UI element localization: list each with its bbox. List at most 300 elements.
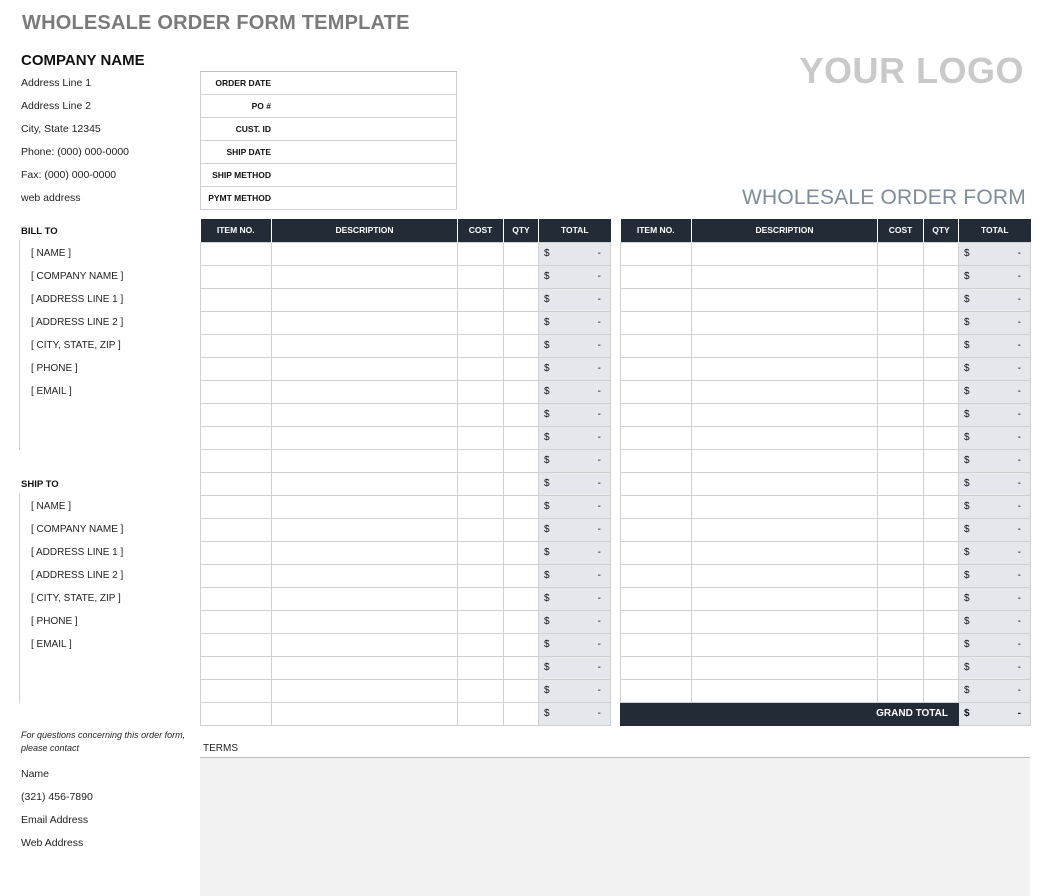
cost-cell[interactable]	[458, 656, 504, 679]
meta-row-order-date	[200, 72, 457, 95]
description-cell[interactable]	[692, 656, 878, 679]
description-cell[interactable]	[692, 242, 878, 265]
total-amount: -	[1017, 569, 1021, 581]
total-cell	[959, 449, 1031, 472]
meta-label: SHIP METHOD	[212, 170, 271, 180]
description-cell[interactable]	[272, 311, 458, 334]
item-no-cell[interactable]	[201, 541, 272, 564]
cost-cell[interactable]	[458, 357, 504, 380]
description-cell[interactable]	[692, 564, 878, 587]
currency-symbol: $	[964, 592, 970, 604]
currency-symbol: $	[964, 477, 970, 489]
total-amount: -	[597, 500, 601, 512]
description-cell[interactable]	[272, 403, 458, 426]
contact-web-address: Web Address	[21, 837, 84, 849]
qty-cell[interactable]	[504, 265, 539, 288]
cost-cell[interactable]	[458, 610, 504, 633]
cost-cell[interactable]	[878, 426, 924, 449]
meta-label: PYMT METHOD	[208, 193, 271, 203]
total-amount: -	[597, 523, 601, 535]
total-amount: -	[597, 408, 601, 420]
description-cell[interactable]	[692, 495, 878, 518]
column-header-description: DESCRIPTION	[272, 219, 458, 242]
total-amount: -	[1017, 638, 1021, 650]
total-amount: -	[597, 638, 601, 650]
currency-symbol: $	[544, 684, 550, 696]
ship-to-address-1[interactable]: [ ADDRESS LINE 1 ]	[31, 547, 124, 558]
item-no-cell[interactable]	[621, 449, 692, 472]
ship-to-divider	[19, 493, 20, 703]
total-cell	[539, 426, 611, 449]
table-row	[201, 403, 611, 426]
currency-symbol: $	[544, 707, 550, 719]
bill-to-company[interactable]: [ COMPANY NAME ]	[31, 271, 124, 282]
total-cell	[539, 679, 611, 702]
total-amount: -	[597, 247, 601, 259]
qty-cell[interactable]	[504, 242, 539, 265]
description-cell[interactable]	[272, 265, 458, 288]
qty-cell[interactable]	[924, 610, 959, 633]
total-cell	[539, 610, 611, 633]
cost-cell[interactable]	[458, 380, 504, 403]
qty-cell[interactable]	[504, 541, 539, 564]
item-no-cell[interactable]	[621, 656, 692, 679]
item-no-cell[interactable]	[201, 472, 272, 495]
cost-cell[interactable]	[458, 449, 504, 472]
cost-cell[interactable]	[458, 265, 504, 288]
total-cell	[539, 587, 611, 610]
qty-cell[interactable]	[924, 518, 959, 541]
table-row	[201, 679, 611, 702]
column-header-qty: QTY	[504, 219, 539, 242]
description-cell[interactable]	[692, 265, 878, 288]
currency-symbol: $	[964, 661, 970, 673]
qty-cell[interactable]	[924, 426, 959, 449]
qty-cell[interactable]	[924, 587, 959, 610]
total-amount: -	[1017, 500, 1021, 512]
item-no-cell[interactable]	[621, 587, 692, 610]
item-no-cell[interactable]	[201, 702, 272, 725]
table-row	[621, 288, 1031, 311]
total-cell	[959, 311, 1031, 334]
total-cell	[959, 426, 1031, 449]
currency-symbol: $	[544, 638, 550, 650]
total-amount: -	[1017, 684, 1021, 696]
qty-cell[interactable]	[504, 449, 539, 472]
order-meta-table	[200, 71, 457, 210]
qty-cell[interactable]	[504, 518, 539, 541]
table-row	[201, 449, 611, 472]
table-row	[201, 265, 611, 288]
item-no-cell[interactable]	[201, 449, 272, 472]
table-row	[621, 357, 1031, 380]
description-cell[interactable]	[692, 679, 878, 702]
item-no-cell[interactable]	[621, 357, 692, 380]
company-city-state: City, State 12345	[21, 123, 101, 135]
cost-cell[interactable]	[878, 633, 924, 656]
cost-cell[interactable]	[458, 587, 504, 610]
total-cell	[959, 334, 1031, 357]
description-cell[interactable]	[272, 679, 458, 702]
company-address-line-1: Address Line 1	[21, 77, 92, 89]
total-amount: -	[1017, 270, 1021, 282]
item-no-cell[interactable]	[621, 541, 692, 564]
item-no-cell[interactable]	[201, 656, 272, 679]
ship-to-email[interactable]: [ EMAIL ]	[31, 639, 72, 650]
cost-cell[interactable]	[458, 242, 504, 265]
table-row	[201, 610, 611, 633]
cost-cell[interactable]	[878, 288, 924, 311]
bill-to-address-1[interactable]: [ ADDRESS LINE 1 ]	[31, 294, 124, 305]
description-cell[interactable]	[272, 495, 458, 518]
qty-cell[interactable]	[504, 472, 539, 495]
items-header-row	[621, 219, 1031, 242]
company-fax: Fax: (000) 000-0000	[21, 169, 117, 181]
meta-row-pymt-method	[200, 187, 457, 210]
qty-cell[interactable]	[504, 426, 539, 449]
item-no-cell[interactable]	[621, 472, 692, 495]
cost-cell[interactable]	[878, 518, 924, 541]
qty-cell[interactable]	[504, 288, 539, 311]
qty-cell[interactable]	[924, 311, 959, 334]
item-no-cell[interactable]	[621, 518, 692, 541]
table-row	[201, 426, 611, 449]
column-header-total: TOTAL	[539, 219, 611, 242]
table-row	[201, 541, 611, 564]
currency-symbol: $	[544, 546, 550, 558]
cost-cell[interactable]	[458, 564, 504, 587]
total-amount: -	[597, 454, 601, 466]
qty-cell[interactable]	[924, 242, 959, 265]
total-cell	[959, 518, 1031, 541]
item-no-cell[interactable]	[201, 403, 272, 426]
item-no-cell[interactable]	[201, 242, 272, 265]
table-row	[201, 564, 611, 587]
description-cell[interactable]	[272, 702, 458, 725]
cost-cell[interactable]	[458, 311, 504, 334]
description-cell[interactable]	[272, 541, 458, 564]
total-amount: -	[597, 546, 601, 558]
cost-cell[interactable]	[878, 564, 924, 587]
item-no-cell[interactable]	[621, 311, 692, 334]
item-no-cell[interactable]	[201, 518, 272, 541]
description-cell[interactable]	[692, 357, 878, 380]
description-cell[interactable]	[272, 656, 458, 679]
logo-placeholder: YOUR LOGO	[799, 50, 1024, 91]
total-cell	[539, 334, 611, 357]
bill-to-address-2[interactable]: [ ADDRESS LINE 2 ]	[31, 317, 124, 328]
bill-to-city-state-zip[interactable]: [ CITY, STATE, ZIP ]	[31, 340, 121, 351]
meta-label: CUST. ID	[235, 124, 271, 134]
page-title: WHOLESALE ORDER FORM TEMPLATE	[22, 12, 410, 34]
description-cell[interactable]	[272, 610, 458, 633]
description-cell[interactable]	[272, 242, 458, 265]
description-cell[interactable]	[692, 288, 878, 311]
total-cell	[539, 288, 611, 311]
qty-cell[interactable]	[924, 265, 959, 288]
item-no-cell[interactable]	[621, 495, 692, 518]
qty-cell[interactable]	[504, 380, 539, 403]
item-no-cell[interactable]	[201, 380, 272, 403]
qty-cell[interactable]	[504, 656, 539, 679]
qty-cell[interactable]	[504, 610, 539, 633]
bill-to-email[interactable]: [ EMAIL ]	[31, 386, 72, 397]
table-row	[621, 334, 1031, 357]
currency-symbol: $	[544, 477, 550, 489]
item-no-cell[interactable]	[201, 357, 272, 380]
qty-cell[interactable]	[504, 357, 539, 380]
description-cell[interactable]	[272, 357, 458, 380]
bill-to-label: BILL TO	[21, 226, 58, 237]
ship-to-label: SHIP TO	[21, 479, 59, 490]
table-row	[201, 702, 611, 725]
total-cell	[959, 610, 1031, 633]
description-cell[interactable]	[272, 426, 458, 449]
item-no-cell[interactable]	[621, 679, 692, 702]
meta-row-ship-method	[200, 164, 457, 187]
total-cell	[539, 242, 611, 265]
currency-symbol: $	[964, 546, 970, 558]
table-row	[621, 679, 1031, 702]
description-cell[interactable]	[692, 311, 878, 334]
description-cell[interactable]	[692, 587, 878, 610]
cost-cell[interactable]	[878, 541, 924, 564]
cost-cell[interactable]	[878, 679, 924, 702]
cost-cell[interactable]	[458, 679, 504, 702]
table-row	[201, 357, 611, 380]
cost-cell[interactable]	[878, 656, 924, 679]
total-amount: -	[1017, 293, 1021, 305]
total-amount: -	[1017, 615, 1021, 627]
qty-cell[interactable]	[504, 702, 539, 725]
description-cell[interactable]	[272, 449, 458, 472]
total-cell	[539, 311, 611, 334]
bill-to-name[interactable]: [ NAME ]	[31, 248, 72, 259]
item-no-cell[interactable]	[621, 610, 692, 633]
qty-cell[interactable]	[504, 495, 539, 518]
description-cell[interactable]	[692, 403, 878, 426]
description-cell[interactable]	[272, 334, 458, 357]
description-cell[interactable]	[692, 380, 878, 403]
cost-cell[interactable]	[458, 403, 504, 426]
currency-symbol: $	[544, 408, 550, 420]
cost-cell[interactable]	[458, 702, 504, 725]
cost-cell[interactable]	[878, 311, 924, 334]
currency-symbol: $	[964, 316, 970, 328]
company-name: COMPANY NAME	[21, 52, 145, 69]
qty-cell[interactable]	[924, 495, 959, 518]
total-amount: -	[597, 362, 601, 374]
total-amount: -	[597, 477, 601, 489]
cost-cell[interactable]	[878, 610, 924, 633]
item-no-cell[interactable]	[621, 242, 692, 265]
qty-cell[interactable]	[924, 656, 959, 679]
total-cell	[539, 357, 611, 380]
cost-cell[interactable]	[878, 334, 924, 357]
item-no-cell[interactable]	[621, 426, 692, 449]
column-header-qty: QTY	[924, 219, 959, 242]
items-header-row	[201, 219, 611, 242]
item-no-cell[interactable]	[201, 495, 272, 518]
table-row	[201, 380, 611, 403]
description-cell[interactable]	[692, 449, 878, 472]
table-row	[201, 311, 611, 334]
item-no-cell[interactable]	[201, 564, 272, 587]
item-no-cell[interactable]	[621, 380, 692, 403]
contact-question: For questions concerning this order form, please contact	[21, 730, 186, 753]
currency-symbol: $	[544, 247, 550, 259]
description-cell[interactable]	[272, 472, 458, 495]
currency-symbol: $	[964, 270, 970, 282]
item-no-cell[interactable]	[201, 610, 272, 633]
table-row	[621, 518, 1031, 541]
cost-cell[interactable]	[458, 495, 504, 518]
description-cell[interactable]	[692, 518, 878, 541]
meta-label: ORDER DATE	[215, 78, 271, 88]
qty-cell[interactable]	[924, 541, 959, 564]
description-cell[interactable]	[692, 472, 878, 495]
total-cell	[959, 564, 1031, 587]
cost-cell[interactable]	[458, 334, 504, 357]
item-no-cell[interactable]	[201, 426, 272, 449]
qty-cell[interactable]	[924, 633, 959, 656]
cost-cell[interactable]	[878, 403, 924, 426]
ship-to-phone[interactable]: [ PHONE ]	[31, 616, 78, 627]
qty-cell[interactable]	[504, 334, 539, 357]
total-cell	[959, 587, 1031, 610]
cost-cell[interactable]	[458, 426, 504, 449]
total-amount: -	[597, 316, 601, 328]
qty-cell[interactable]	[924, 288, 959, 311]
qty-cell[interactable]	[504, 679, 539, 702]
total-amount: -	[597, 592, 601, 604]
description-cell[interactable]	[272, 518, 458, 541]
item-no-cell[interactable]	[201, 311, 272, 334]
item-no-cell[interactable]	[201, 334, 272, 357]
qty-cell[interactable]	[504, 587, 539, 610]
cost-cell[interactable]	[458, 633, 504, 656]
item-no-cell[interactable]	[621, 288, 692, 311]
qty-cell[interactable]	[924, 334, 959, 357]
currency-symbol: $	[544, 431, 550, 443]
description-cell[interactable]	[692, 633, 878, 656]
currency-symbol: $	[964, 684, 970, 696]
meta-row-ship-date	[200, 141, 457, 164]
ship-to-company[interactable]: [ COMPANY NAME ]	[31, 524, 124, 535]
cost-cell[interactable]	[878, 449, 924, 472]
table-row	[621, 380, 1031, 403]
cost-cell[interactable]	[878, 242, 924, 265]
item-no-cell[interactable]	[621, 403, 692, 426]
total-amount: -	[597, 339, 601, 351]
meta-label: SHIP DATE	[226, 147, 271, 157]
qty-cell[interactable]	[924, 472, 959, 495]
bill-to-divider	[19, 240, 20, 450]
cost-cell[interactable]	[878, 380, 924, 403]
qty-cell[interactable]	[504, 403, 539, 426]
currency-symbol: $	[964, 247, 970, 259]
currency-symbol: $	[544, 270, 550, 282]
qty-cell[interactable]	[924, 403, 959, 426]
qty-cell[interactable]	[924, 449, 959, 472]
bill-to-phone[interactable]: [ PHONE ]	[31, 363, 78, 374]
description-cell[interactable]	[272, 633, 458, 656]
description-cell[interactable]	[692, 426, 878, 449]
total-amount: -	[1017, 385, 1021, 397]
item-no-cell[interactable]	[201, 265, 272, 288]
terms-textarea[interactable]	[200, 757, 1030, 896]
description-cell[interactable]	[272, 587, 458, 610]
qty-cell[interactable]	[924, 679, 959, 702]
description-cell[interactable]	[692, 610, 878, 633]
cost-cell[interactable]	[878, 357, 924, 380]
table-row	[621, 426, 1031, 449]
cost-cell[interactable]	[878, 587, 924, 610]
cost-cell[interactable]	[878, 472, 924, 495]
ship-to-city-state-zip[interactable]: [ CITY, STATE, ZIP ]	[31, 593, 121, 604]
description-cell[interactable]	[692, 334, 878, 357]
description-cell[interactable]	[272, 288, 458, 311]
item-no-cell[interactable]	[201, 288, 272, 311]
total-cell	[959, 633, 1031, 656]
description-cell[interactable]	[272, 564, 458, 587]
currency-symbol: $	[964, 569, 970, 581]
ship-to-address-2[interactable]: [ ADDRESS LINE 2 ]	[31, 570, 124, 581]
qty-cell[interactable]	[924, 380, 959, 403]
qty-cell[interactable]	[924, 357, 959, 380]
currency-symbol: $	[544, 362, 550, 374]
description-cell[interactable]	[692, 541, 878, 564]
total-cell	[539, 449, 611, 472]
qty-cell[interactable]	[924, 564, 959, 587]
contact-phone: (321) 456-7890	[21, 791, 93, 803]
item-no-cell[interactable]	[621, 633, 692, 656]
item-no-cell[interactable]	[621, 265, 692, 288]
table-row	[621, 610, 1031, 633]
total-cell	[539, 702, 611, 725]
total-cell	[539, 495, 611, 518]
item-no-cell[interactable]	[201, 633, 272, 656]
ship-to-name[interactable]: [ NAME ]	[31, 501, 72, 512]
meta-label: PO #	[251, 101, 271, 111]
qty-cell[interactable]	[504, 311, 539, 334]
contact-email: Email Address	[21, 814, 89, 826]
total-amount: -	[1017, 247, 1021, 259]
cost-cell[interactable]	[458, 288, 504, 311]
item-no-cell[interactable]	[621, 564, 692, 587]
grand-total-label: GRAND TOTAL	[621, 702, 959, 725]
currency-symbol: $	[964, 638, 970, 650]
description-cell[interactable]	[272, 380, 458, 403]
qty-cell[interactable]	[504, 633, 539, 656]
grand-total-value[interactable]	[959, 702, 1031, 725]
cost-cell[interactable]	[458, 472, 504, 495]
total-amount: -	[1017, 546, 1021, 558]
total-amount: -	[597, 707, 601, 719]
item-no-cell[interactable]	[201, 679, 272, 702]
cost-cell[interactable]	[878, 495, 924, 518]
item-no-cell[interactable]	[621, 334, 692, 357]
cost-cell[interactable]	[458, 518, 504, 541]
cost-cell[interactable]	[878, 265, 924, 288]
items-table-right	[620, 219, 1031, 726]
table-row	[621, 472, 1031, 495]
cost-cell[interactable]	[458, 541, 504, 564]
item-no-cell[interactable]	[201, 587, 272, 610]
currency-symbol: $	[544, 316, 550, 328]
qty-cell[interactable]	[504, 564, 539, 587]
grand-total-row	[621, 702, 1031, 725]
